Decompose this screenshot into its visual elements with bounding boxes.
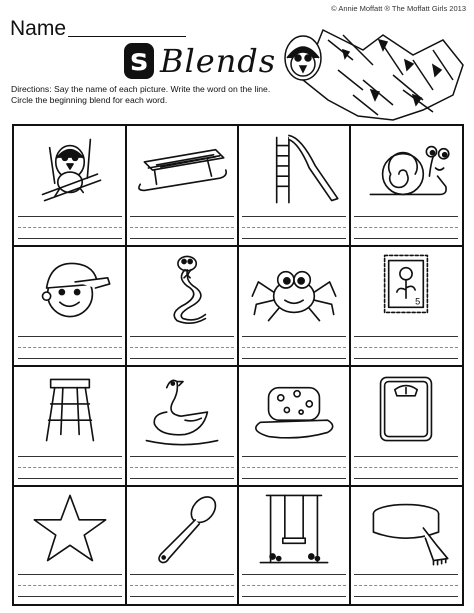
picture-cell [350,366,462,486]
skiing-penguin-icon [14,126,126,210]
scarf-icon [350,486,462,570]
worksheet-title [124,38,276,84]
picture-cell [238,486,350,604]
writing-line-bottom[interactable] [130,596,234,597]
title-word: Blends [160,42,277,80]
picture-cell [238,246,350,366]
writing-line-middle [354,227,458,228]
writing-line-top [242,574,346,575]
grid-row-divider [14,365,462,367]
writing-line-top [18,216,122,217]
writing-line-bottom[interactable] [242,478,346,479]
picture-cell [14,486,126,604]
writing-line-middle [242,467,346,468]
writing-line-middle [18,227,122,228]
writing-line-bottom[interactable] [242,358,346,359]
picture-cell [350,246,462,366]
spoon-icon [126,486,238,570]
writing-line-bottom[interactable] [242,596,346,597]
title-letter-badge: s [124,43,154,79]
writing-line-bottom[interactable] [130,238,234,239]
writing-line-bottom[interactable] [354,478,458,479]
name-label: Name [10,17,67,40]
writing-line-top [242,456,346,457]
stamp-number: 5 [415,296,421,307]
star-icon [14,486,126,570]
penguin-scarf-illustration [283,20,471,124]
spider-icon [238,246,350,330]
picture-cell [350,126,462,246]
picture-cell [350,486,462,604]
writing-line-middle [18,467,122,468]
picture-cell [14,126,126,246]
swan-icon [126,366,238,450]
writing-line-top [130,456,234,457]
writing-line-bottom[interactable] [18,596,122,597]
writing-line-middle [130,227,234,228]
writing-line-middle [354,585,458,586]
writing-line-middle [242,585,346,586]
writing-line-middle [130,585,234,586]
writing-line-middle [18,347,122,348]
grid-row-divider [14,485,462,487]
writing-line-top [354,336,458,337]
scale-icon [350,366,462,450]
writing-line-top [18,574,122,575]
writing-line-bottom[interactable] [18,238,122,239]
sponge-icon [238,366,350,450]
picture-cell [126,366,238,486]
name-row [10,10,186,40]
writing-line-middle [130,467,234,468]
writing-line-bottom[interactable] [130,478,234,479]
copyright-notice: © Annie Moffatt ® The Moffatt Girls 2013 [331,4,466,13]
grid-column-divider [349,126,351,604]
snake-icon [126,246,238,330]
swing-icon [238,486,350,570]
writing-line-middle [242,347,346,348]
writing-line-bottom[interactable] [130,358,234,359]
writing-line-top [242,336,346,337]
writing-line-top [130,216,234,217]
stool-icon [14,366,126,450]
writing-line-bottom[interactable] [354,596,458,597]
writing-line-middle [242,227,346,228]
writing-line-top [18,336,122,337]
picture-cell [14,246,126,366]
writing-line-top [354,456,458,457]
writing-line-top [18,456,122,457]
picture-grid [12,124,464,606]
writing-line-middle [18,585,122,586]
writing-line-top [242,216,346,217]
stamp-icon [350,246,462,330]
smiling-face-icon [14,246,126,330]
snail-icon [350,126,462,210]
name-write-line[interactable] [68,36,186,37]
writing-line-bottom[interactable] [242,238,346,239]
writing-line-middle [354,467,458,468]
writing-line-top [354,216,458,217]
writing-line-bottom[interactable] [354,358,458,359]
writing-line-bottom[interactable] [354,238,458,239]
slide-icon [238,126,350,210]
writing-line-middle [354,347,458,348]
picture-cell [126,486,238,604]
writing-line-top [354,574,458,575]
picture-cell [126,126,238,246]
writing-line-top [130,574,234,575]
writing-line-top [130,336,234,337]
directions-text: Directions: Say the name of each picture. Write the word on the line. Circle the beginning blend for each word. [11,84,271,105]
picture-cell [126,246,238,366]
picture-cell [14,366,126,486]
picture-cell [238,366,350,486]
writing-line-bottom[interactable] [18,478,122,479]
sled-icon [126,126,238,210]
writing-line-middle [130,347,234,348]
picture-cell [238,126,350,246]
writing-line-bottom[interactable] [18,358,122,359]
